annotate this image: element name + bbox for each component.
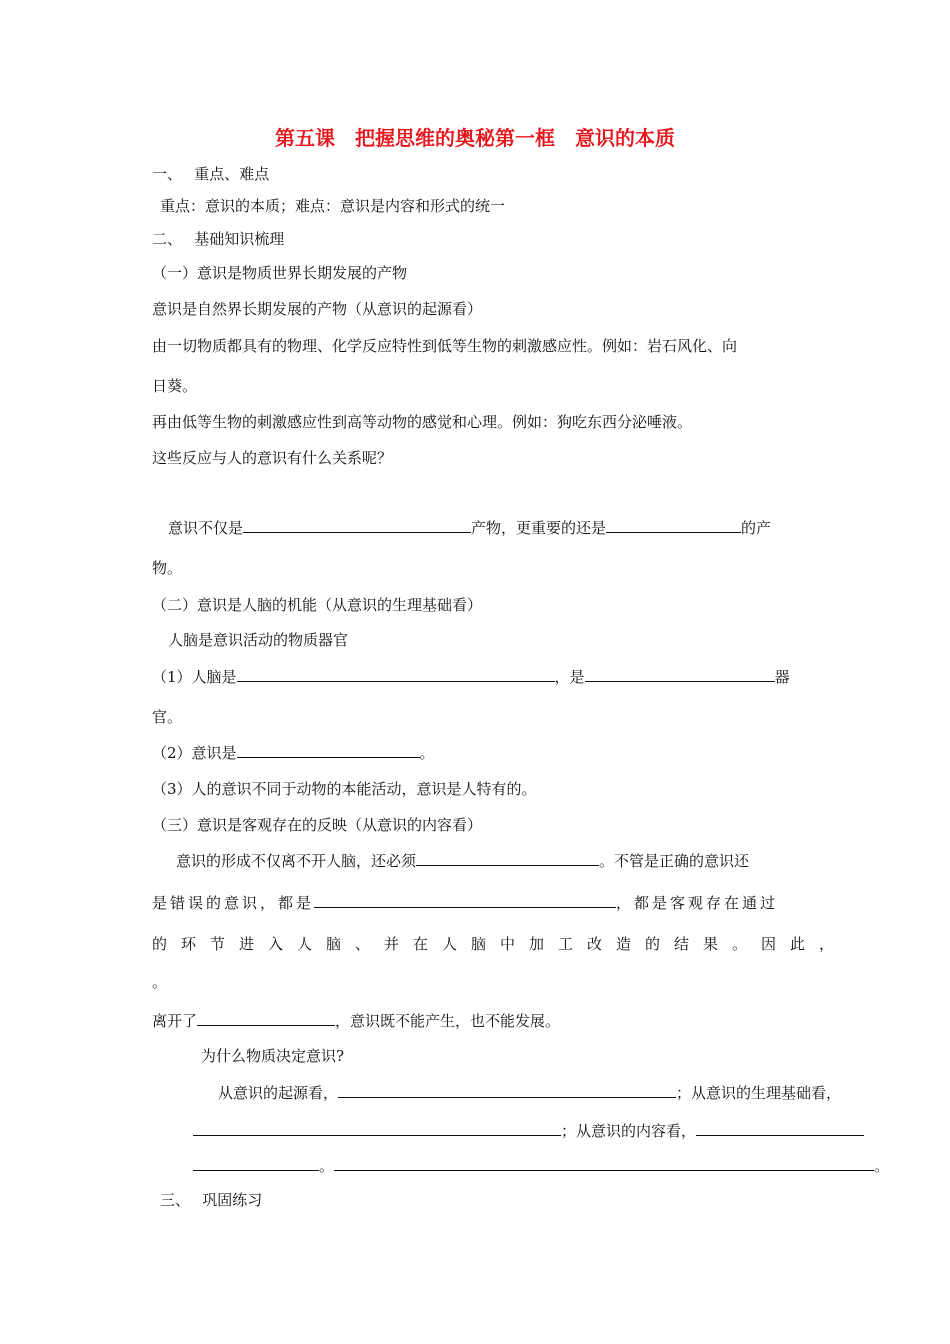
answer-blank[interactable] xyxy=(606,518,741,533)
fill-text: 的产 xyxy=(741,519,772,537)
fill-text: 。 xyxy=(152,973,168,991)
fill-text: 。 xyxy=(419,744,435,762)
subsection-2: （二）意识是人脑的机能（从意识的生理基础看） xyxy=(152,596,483,614)
fill-in-line-8 xyxy=(218,1083,841,1103)
fill-text: 产物，更重要的还是 xyxy=(471,519,607,537)
paragraph-line: 人脑是意识活动的物质器官 xyxy=(168,631,349,649)
fill-text: ；从意识的内容看， xyxy=(561,1122,697,1140)
fill-text: （2）意识是 xyxy=(152,744,237,762)
answer-blank[interactable] xyxy=(696,1121,864,1136)
fill-text: 。 xyxy=(319,1157,335,1175)
fill-in-line-2 xyxy=(152,667,790,687)
fill-text: ，都是客观存在通过 xyxy=(616,894,779,912)
fill-in-line-10 xyxy=(193,1156,889,1176)
fill-text: 意识不仅是 xyxy=(168,519,244,537)
fill-text: 。 xyxy=(874,1157,890,1175)
paragraph-line: 意识是自然界长期发展的产物（从意识的起源看） xyxy=(152,300,483,318)
fill-in-line-1 xyxy=(168,518,771,538)
question-line: 为什么物质决定意识? xyxy=(201,1047,345,1065)
fill-in-line-5 xyxy=(152,893,778,913)
paragraph-line: （3）人的意识不同于动物的本能活动，意识是人特有的。 xyxy=(152,780,537,798)
paragraph-line: 日葵。 xyxy=(152,377,198,395)
fill-text: 是错误的意识，都是 xyxy=(152,894,315,912)
fill-text: 器 xyxy=(774,668,790,686)
answer-blank[interactable] xyxy=(416,851,599,866)
fill-text: 从意识的起源看， xyxy=(218,1084,339,1102)
answer-blank[interactable] xyxy=(237,743,420,758)
fill-in-line-4 xyxy=(176,851,749,871)
paragraph-line: 由一切物质都具有的物理、化学反应特性到低等生物的刺激感应性。例如：岩石风化、向 xyxy=(152,337,738,355)
answer-blank[interactable] xyxy=(193,1156,319,1171)
fill-text: （1）人脑是 xyxy=(152,668,237,686)
answer-blank[interactable] xyxy=(314,893,616,908)
paragraph-line: 的环节进入人脑、并在人脑中加工改造的结果。因此， xyxy=(152,935,849,953)
answer-blank[interactable] xyxy=(243,518,471,533)
answer-blank[interactable] xyxy=(338,1083,676,1098)
fill-text: 官。 xyxy=(152,708,183,726)
answer-blank[interactable] xyxy=(585,667,775,682)
fill-text: 物。 xyxy=(152,559,183,577)
subsection-3: （三）意识是客观存在的反映（从意识的内容看） xyxy=(152,816,483,834)
fill-in-line-7 xyxy=(152,1011,560,1031)
subsection-1: （一）意识是物质世界长期发展的产物 xyxy=(152,264,408,282)
answer-blank[interactable] xyxy=(197,1011,335,1026)
page-title: 第五课 把握思维的奥秘第一框 意识的本质 xyxy=(275,126,675,150)
fill-text: 离开了 xyxy=(152,1012,198,1030)
section-heading-2: 二、 基础知识梳理 xyxy=(152,230,285,248)
fill-text: ，是 xyxy=(554,668,585,686)
fill-in-line-9 xyxy=(193,1121,864,1141)
paragraph-line: 再由低等生物的刺激感应性到高等动物的感觉和心理。例如：狗吃东西分泌唾液。 xyxy=(152,413,693,431)
answer-blank[interactable] xyxy=(237,667,555,682)
answer-blank[interactable] xyxy=(334,1156,874,1171)
fill-text: 意识的形成不仅离不开人脑，还必须 xyxy=(176,852,417,870)
section-heading-3: 三、 巩固练习 xyxy=(160,1191,263,1209)
focus-line: 重点：意识的本质；难点：意识是内容和形式的统一 xyxy=(160,197,506,215)
section-heading-1: 一、 重点、难点 xyxy=(152,165,270,183)
answer-blank[interactable] xyxy=(193,1121,561,1136)
paragraph-line: 这些反应与人的意识有什么关系呢？ xyxy=(152,449,393,467)
fill-text: ，意识既不能产生，也不能发展。 xyxy=(335,1012,561,1030)
fill-in-line-3 xyxy=(152,743,435,763)
fill-text: 。不管是正确的意识还 xyxy=(599,852,750,870)
fill-text: ；从意识的生理基础看， xyxy=(676,1084,842,1102)
